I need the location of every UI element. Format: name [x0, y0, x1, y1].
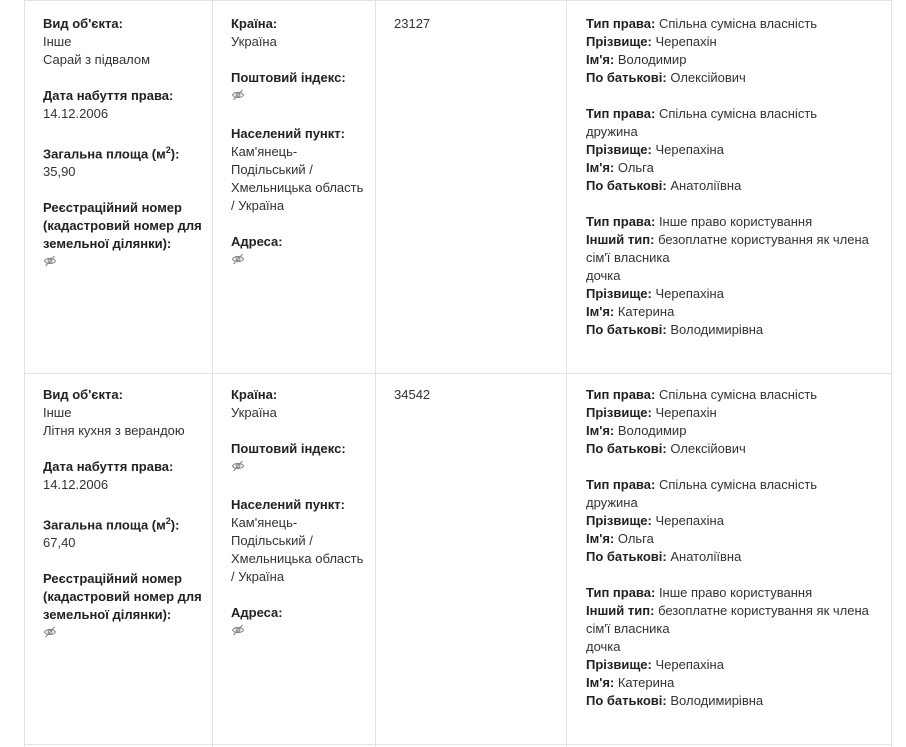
- row-divider: [24, 0, 892, 1]
- location-cell: [231, 15, 366, 271]
- name-line: [586, 303, 886, 321]
- owner-block: [586, 15, 886, 87]
- right-type-value: Інше право користування: [658, 585, 813, 600]
- locality-value: Кам'янець-Подільський / Хмельницька область / Україна: [231, 144, 364, 213]
- patronymic-value: Володимирівна: [670, 322, 764, 337]
- relation-value: дочка: [586, 268, 621, 283]
- postal-label: Поштовий індекс:: [231, 70, 346, 85]
- right-type-line: [586, 15, 886, 33]
- total-area-value: 67,40: [43, 535, 76, 551]
- owner-block: [586, 105, 886, 195]
- row-divider: [24, 744, 892, 745]
- surname-label: Прізвище:: [586, 405, 652, 420]
- surname-line: [586, 33, 886, 51]
- acquired-date-value: 14.12.2006: [43, 477, 109, 492]
- other-type-label: Інший тип:: [586, 603, 655, 618]
- other-type-line: [586, 602, 886, 638]
- total-area-label: [43, 141, 203, 163]
- surname-label: Прізвище:: [586, 34, 652, 49]
- object-type-label: Вид об'єкта:: [43, 16, 123, 31]
- name-value: Володимир: [617, 423, 687, 438]
- surname-line: [586, 656, 886, 674]
- other-type-line: [586, 231, 886, 267]
- other-type-value: безоплатне користування як члена сім'ї власника: [586, 232, 869, 265]
- name-value: Ольга: [617, 160, 654, 175]
- right-type-value: Спільна сумісна власність: [658, 477, 818, 492]
- surname-line: [586, 512, 886, 530]
- name-label: Ім'я:: [586, 675, 615, 690]
- name-line: [586, 422, 886, 440]
- locality-block: [231, 496, 366, 586]
- surname-label: Прізвище:: [586, 142, 652, 157]
- right-type-label: Тип права:: [586, 106, 656, 121]
- other-type-value: безоплатне користування як члена сім'ї власника: [586, 603, 869, 636]
- surname-line: [586, 285, 886, 303]
- owners-cell: [586, 15, 886, 339]
- country-label: Країна:: [231, 387, 278, 402]
- surname-value: Черепахіна: [655, 657, 724, 672]
- total-area-label-text: Загальна площа (м: [43, 517, 166, 533]
- name-label: Ім'я:: [586, 304, 615, 319]
- acquired-date-block: [43, 87, 203, 123]
- eye-slash-icon: [231, 623, 245, 637]
- surname-label: Прізвище:: [586, 286, 652, 301]
- right-type-line: [586, 213, 886, 231]
- right-type-label: Тип права:: [586, 477, 656, 492]
- patronymic-value: Олексійович: [670, 441, 746, 456]
- patronymic-label: По батькові:: [586, 549, 667, 564]
- value-number: 34542: [394, 387, 431, 402]
- total-area-label-text: Загальна площа (м: [43, 146, 166, 162]
- right-type-value: Спільна сумісна власність: [658, 16, 818, 31]
- object-info-cell: [43, 386, 203, 644]
- object-description: Сарай з підвалом: [43, 52, 151, 67]
- right-type-label: Тип права:: [586, 16, 656, 31]
- total-area-label: [43, 512, 203, 534]
- other-type-label: Інший тип:: [586, 232, 655, 247]
- value-cell: [394, 15, 554, 33]
- reg-number-label: Реєстраційний номер (кадастровий номер для земельної ділянки):: [43, 571, 202, 623]
- object-info-cell: [43, 15, 203, 273]
- surname-line: [586, 141, 886, 159]
- country-value: Україна: [231, 405, 277, 420]
- locality-label: Населений пункт:: [231, 126, 345, 141]
- patronymic-label: По батькові:: [586, 70, 667, 85]
- patronymic-value: Олексійович: [670, 70, 746, 85]
- address-label: Адреса:: [231, 234, 283, 249]
- patronymic-label: По батькові:: [586, 178, 667, 193]
- name-line: [586, 530, 886, 548]
- country-value: Україна: [231, 34, 277, 49]
- reg-number-block: [43, 199, 203, 273]
- postal-block: [231, 69, 366, 107]
- total-area-block: [43, 141, 203, 181]
- name-line: [586, 51, 886, 69]
- address-label: Адреса:: [231, 605, 283, 620]
- surname-value: Черепахін: [655, 405, 717, 420]
- name-value: Ольга: [617, 531, 654, 546]
- right-type-value: Спільна сумісна власність: [658, 387, 818, 402]
- right-type-value: Спільна сумісна власність: [658, 106, 818, 121]
- owner-block: [586, 386, 886, 458]
- country-block: [231, 386, 366, 422]
- postal-block: [231, 440, 366, 478]
- object-type-block: [43, 15, 203, 69]
- owner-block: [586, 213, 886, 339]
- acquired-date-label: Дата набуття права:: [43, 459, 174, 474]
- total-area-label-tail: ):: [170, 146, 180, 162]
- name-label: Ім'я:: [586, 52, 615, 67]
- name-value: Катерина: [617, 675, 675, 690]
- name-value: Катерина: [617, 304, 675, 319]
- surname-value: Черепахіна: [655, 513, 724, 528]
- surname-label: Прізвище:: [586, 513, 652, 528]
- object-type-value: Інше: [43, 34, 72, 49]
- patronymic-line: [586, 548, 886, 566]
- object-type-block: [43, 386, 203, 440]
- reg-number-block: [43, 570, 203, 644]
- address-block: [231, 233, 366, 271]
- locality-label: Населений пункт:: [231, 497, 345, 512]
- relation-value: дружина: [586, 495, 638, 510]
- total-area-label-tail: ):: [170, 517, 180, 533]
- patronymic-line: [586, 177, 886, 195]
- acquired-date-block: [43, 458, 203, 494]
- name-value: Володимир: [617, 52, 687, 67]
- row-divider: [24, 373, 892, 374]
- total-area-value: 35,90: [43, 164, 76, 180]
- eye-slash-icon: [231, 252, 245, 266]
- locality-value: Кам'янець-Подільський / Хмельницька область / Україна: [231, 515, 364, 584]
- surname-value: Черепахіна: [655, 142, 724, 157]
- patronymic-value: Анатоліївна: [670, 549, 742, 564]
- country-block: [231, 15, 366, 51]
- acquired-date-label: Дата набуття права:: [43, 88, 174, 103]
- right-type-line: [586, 476, 886, 494]
- patronymic-line: [586, 440, 886, 458]
- eye-slash-icon: [43, 625, 57, 639]
- patronymic-value: Володимирівна: [670, 693, 764, 708]
- object-description: Літня кухня з верандою: [43, 423, 185, 438]
- surname-line: [586, 404, 886, 422]
- patronymic-line: [586, 69, 886, 87]
- total-area-block: [43, 512, 203, 552]
- surname-value: Черепахін: [655, 34, 717, 49]
- value-cell: [394, 386, 554, 404]
- name-line: [586, 159, 886, 177]
- postal-label: Поштовий індекс:: [231, 441, 346, 456]
- address-block: [231, 604, 366, 642]
- total-area-label-sup: 2: [165, 516, 171, 526]
- patronymic-line: [586, 321, 886, 339]
- eye-slash-icon: [231, 88, 245, 102]
- acquired-date-value: 14.12.2006: [43, 106, 109, 121]
- owner-block: [586, 476, 886, 566]
- surname-value: Черепахіна: [655, 286, 724, 301]
- object-type-value: Інше: [43, 405, 72, 420]
- relation-value: дочка: [586, 639, 621, 654]
- name-line: [586, 674, 886, 692]
- patronymic-label: По батькові:: [586, 322, 667, 337]
- right-type-label: Тип права:: [586, 214, 656, 229]
- eye-slash-icon: [231, 459, 245, 473]
- object-type-label: Вид об'єкта:: [43, 387, 123, 402]
- name-label: Ім'я:: [586, 160, 615, 175]
- value-number: 23127: [394, 16, 431, 31]
- right-type-label: Тип права:: [586, 387, 656, 402]
- owners-cell: [586, 386, 886, 710]
- right-type-line: [586, 584, 886, 602]
- name-label: Ім'я:: [586, 423, 615, 438]
- right-type-value: Інше право користування: [658, 214, 813, 229]
- patronymic-label: По батькові:: [586, 693, 667, 708]
- right-type-line: [586, 105, 886, 123]
- patronymic-value: Анатоліївна: [670, 178, 742, 193]
- patronymic-line: [586, 692, 886, 710]
- right-type-label: Тип права:: [586, 585, 656, 600]
- country-label: Країна:: [231, 16, 278, 31]
- relation-value: дружина: [586, 124, 638, 139]
- owner-block: [586, 584, 886, 710]
- locality-block: [231, 125, 366, 215]
- right-type-line: [586, 386, 886, 404]
- reg-number-label: Реєстраційний номер (кадастровий номер для земельної ділянки):: [43, 200, 202, 252]
- name-label: Ім'я:: [586, 531, 615, 546]
- surname-label: Прізвище:: [586, 657, 652, 672]
- location-cell: [231, 386, 366, 642]
- total-area-label-sup: 2: [165, 145, 171, 155]
- patronymic-label: По батькові:: [586, 441, 667, 456]
- eye-slash-icon: [43, 254, 57, 268]
